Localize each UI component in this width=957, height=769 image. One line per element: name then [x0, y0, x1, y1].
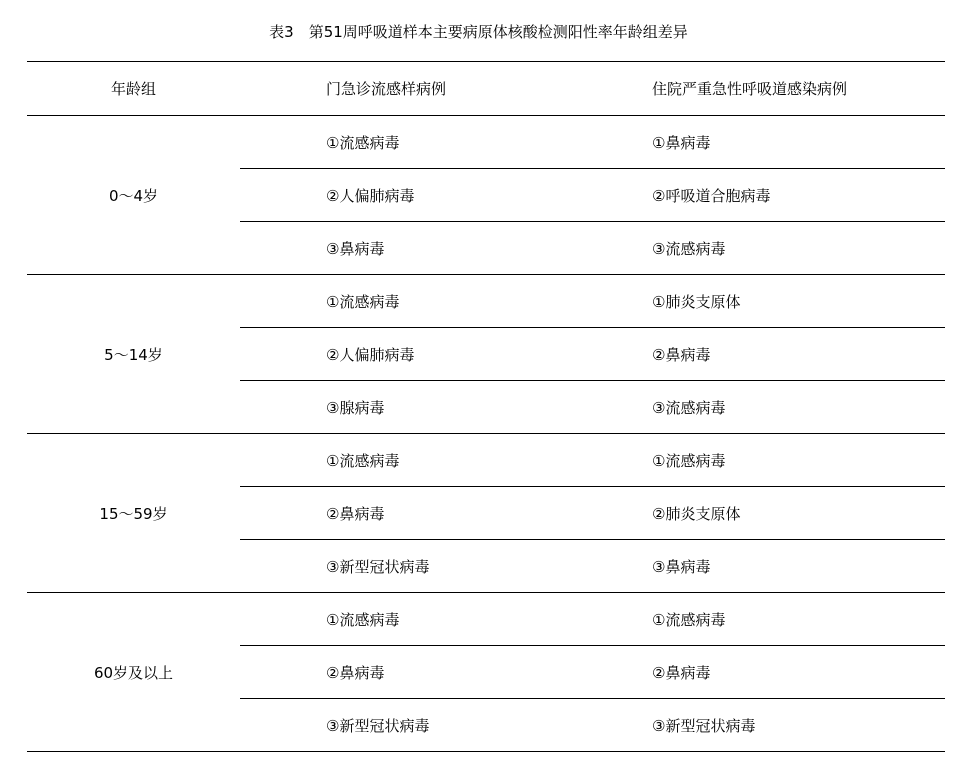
outpatient-cell: ③新型冠状病毒 [240, 699, 562, 752]
header-row [27, 62, 945, 116]
header-age-group: 年龄组 [27, 62, 240, 116]
inpatient-cell: ①流感病毒 [562, 593, 945, 646]
outpatient-cell: ③腺病毒 [240, 381, 562, 434]
table-row [27, 275, 945, 328]
outpatient-cell: ①流感病毒 [240, 434, 562, 487]
outpatient-cell: ②鼻病毒 [240, 487, 562, 540]
outpatient-cell: ③新型冠状病毒 [240, 540, 562, 593]
header-outpatient: 门急诊流感样病例 [240, 62, 562, 116]
inpatient-cell: ①流感病毒 [562, 434, 945, 487]
table-body [27, 116, 945, 752]
table-row [27, 116, 945, 169]
header-inpatient: 住院严重急性呼吸道感染病例 [562, 62, 945, 116]
table-title: 表3 第51周呼吸道样本主要病原体核酸检测阳性率年龄组差异 [269, 23, 688, 41]
inpatient-cell: ③流感病毒 [562, 222, 945, 275]
outpatient-cell: ①流感病毒 [240, 116, 562, 169]
outpatient-cell: ②人偏肺病毒 [240, 328, 562, 381]
age-group-cell: 60岁及以上 [27, 593, 240, 752]
inpatient-cell: ①鼻病毒 [562, 116, 945, 169]
age-group-cell: 0～4岁 [27, 116, 240, 275]
inpatient-cell: ③鼻病毒 [562, 540, 945, 593]
outpatient-cell: ①流感病毒 [240, 275, 562, 328]
inpatient-cell: ②鼻病毒 [562, 646, 945, 699]
table-header [27, 62, 945, 116]
table-row [27, 593, 945, 646]
age-group-cell: 15～59岁 [27, 434, 240, 593]
outpatient-cell: ③鼻病毒 [240, 222, 562, 275]
age-group-cell: 5～14岁 [27, 275, 240, 434]
inpatient-cell: ②呼吸道合胞病毒 [562, 169, 945, 222]
outpatient-cell: ①流感病毒 [240, 593, 562, 646]
pathogen-age-table [27, 61, 945, 752]
inpatient-cell: ②肺炎支原体 [562, 487, 945, 540]
inpatient-cell: ①肺炎支原体 [562, 275, 945, 328]
inpatient-cell: ③流感病毒 [562, 381, 945, 434]
table-row [27, 434, 945, 487]
outpatient-cell: ②鼻病毒 [240, 646, 562, 699]
inpatient-cell: ②鼻病毒 [562, 328, 945, 381]
inpatient-cell: ③新型冠状病毒 [562, 699, 945, 752]
outpatient-cell: ②人偏肺病毒 [240, 169, 562, 222]
